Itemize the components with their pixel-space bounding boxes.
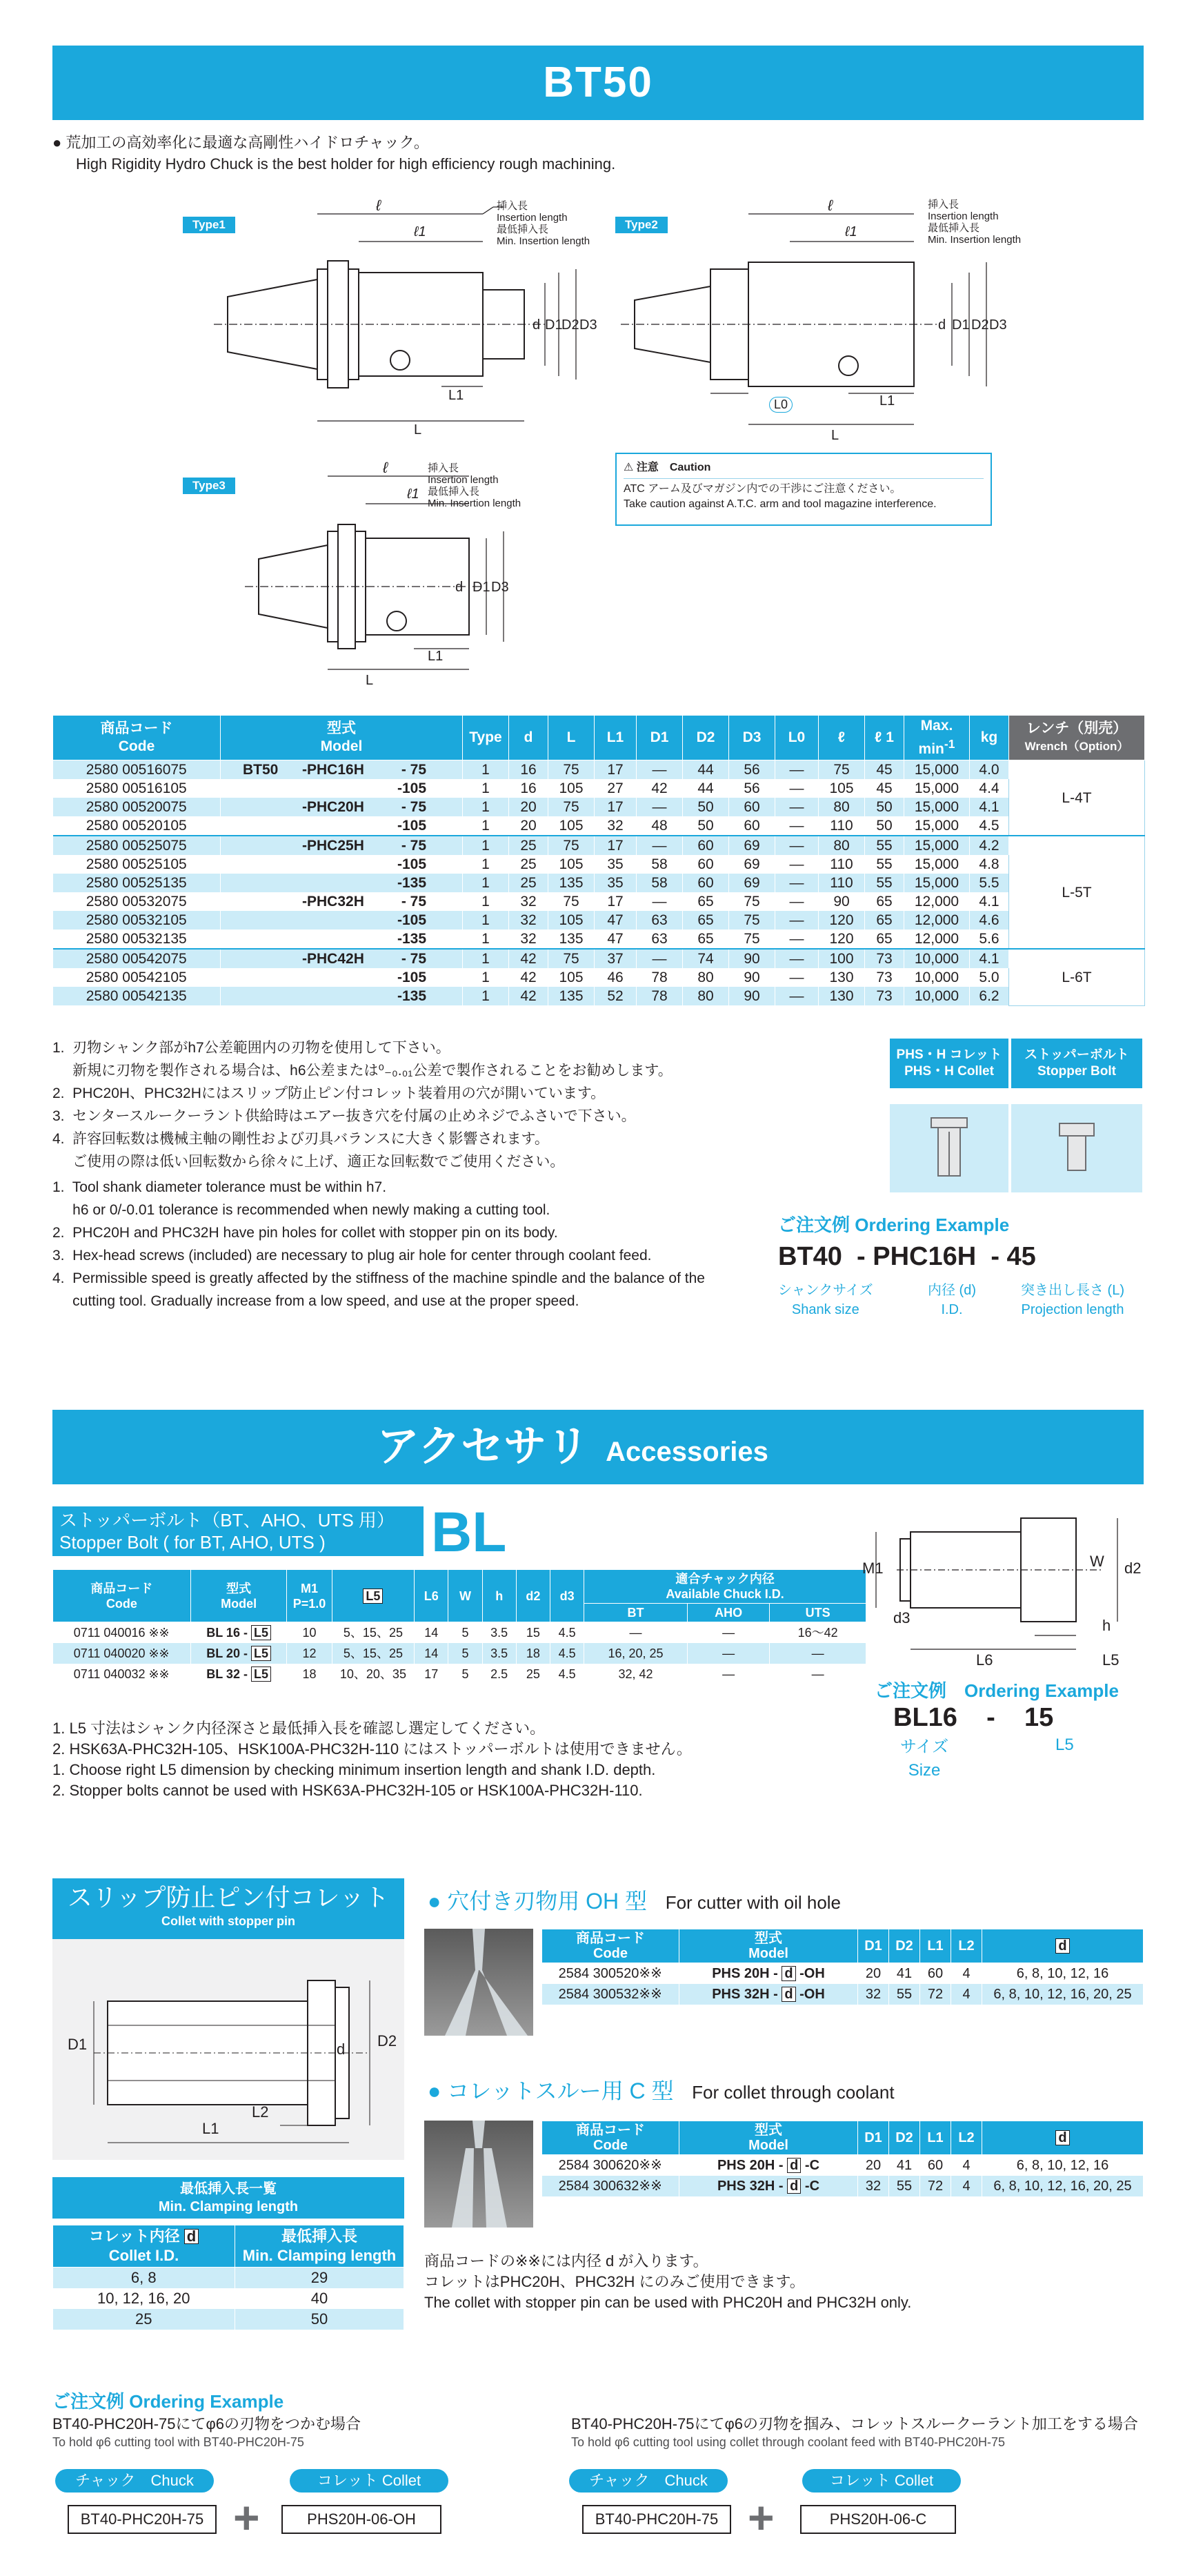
note-en: 4. Permissible speed is greatly affected by the stiffness of the machine spindle and the balance of the: [52, 1270, 705, 1286]
table-row: 2580 00520105 -105 1 20 105 32 48 50 60 — 110 50 15,000 4.5: [53, 816, 1145, 836]
label-l1-1: ℓ1: [414, 224, 426, 239]
ordering1-l3: 突き出し長さ (L) Projection length: [1021, 1283, 1124, 1317]
label-L-2: L: [831, 428, 839, 443]
table-row: 2580 00532135 -135 1 32 135 47 63 65 75 — 120 65 12,000 5.6: [53, 930, 1145, 949]
warning-icon: ⚠: [624, 462, 634, 473]
label-l-2: ℓ: [828, 197, 833, 214]
clamp-table: コレット内径 d Collet I.D. 最低挿入長 Min. Clamping length 6, 8 29 10, 12, 16, 20 40 25 50: [52, 2225, 404, 2330]
collet-dim-d: d: [337, 2041, 346, 2058]
note-jp: 1. 刃物シャンク部がh7公差範囲内の刃物を使用して下さい。: [52, 1040, 450, 1056]
stopper-title: ストッパーボルト（BT、AHO、UTS 用） Stopper Bolt ( for BT, AHO, UTS ): [52, 1506, 424, 1556]
label-l-3: ℓ: [383, 459, 388, 476]
dim-d2: d2: [1124, 1560, 1142, 1577]
ins-label-2: 挿入長 Insertion length 最低挿入長 Min. Insertion length: [928, 199, 1022, 246]
c-title: ● コレットスルー用 C 型 For collet through coolant: [428, 2078, 895, 2103]
dim-L5: L5: [1102, 1651, 1120, 1669]
label-l1-2: ℓ1: [845, 224, 857, 239]
label-D1-1: D1: [545, 317, 563, 333]
note-jp: 4. 許容回転数は機械主軸の剛性および刃具バランスに大きく影響されます。: [52, 1131, 549, 1147]
ordering-bl-l1: サイズ Size: [900, 1738, 949, 1780]
note-en: cutting tool. Gradually increase from a low speed, and use at the proper speed.: [52, 1293, 579, 1309]
c-table: 商品コード Code 型式 Model D1 D2 L1 L2 d 2584 300620※※ PHS 20H - d -C 20 41 60 4 6, 8, 10, 12, 16 2584 300632※※ PHS 32H - d -C 32 55 72 4 6, 8, 10, 12, 16, 20, 25: [541, 2121, 1144, 2196]
right-chuck-value: BT40-PHC20H-75: [582, 2505, 731, 2534]
table-row: 2580 00516075 BT50 -PHC16H - 75 1 16 75 17 — 44 56 — 75 45 15,000 4.0 L-4T: [53, 760, 1145, 780]
table-row: 0711 040016 ※※ BL 16 - L5 10 5、15、25 14 5 3.5 15 4.5 — — 16～42: [53, 1622, 866, 1644]
note-en: 2. PHC20H and PHC32H have pin holes for collet with stopper pin on its body.: [52, 1225, 558, 1241]
c-image: [424, 2121, 533, 2228]
right-chuck-pill: チャック Chuck: [569, 2469, 728, 2493]
left-plus-icon: +: [233, 2492, 260, 2543]
note-jp: 3. センタースルークーラント供給時はエアー抜き穴を付属の止めネジでふさいで下さい。: [52, 1108, 636, 1124]
ordering1-title: ご注文例 Ordering Example: [778, 1215, 1010, 1235]
spec-table: 商品コード Code 型式 Model Type d L L1 D1 D2 D3 L0 ℓ ℓ 1 Max. $\min^{-1}$ kg レンチ（別売） Wrench（Option） 2580 00516075 BT50 -PHC16H - 75 1 16 75 17 — 44 56 — 75 45 15,000 4.0 L-4T 2580 00516105 -105 1 16 105 27 42 44 56 — 105 45 15,000 4.4 2580 00520075 -PHC20H - 75 1 20 75 17 — 50 60 — 80 50 15,000 4.1 2580 00520105 -105 1 20 105 32 48 50 60 — 110 50 15,000 4.5 2580 00525075 -PHC25H - 75 1 25 75 17 — 60 69 — 80 55 15,000 4.2 L-5T 2580 00525105 -105 1 25 105 35 58 60 69 — 110 55 15,000 4.8 2580 00525135 -135 1 25 135 35 58 60 69 — 110 55 15,000 5.5 2580 00532075 -PHC32H - 75 1 32 75 17 — 65 75 — 90 65 12,000 4.1 2580 00532105 -105 1 32 105 47 63 65 75 — 120 65 12,000 4.6 2580 00532135 -135 1 32 135 47 63 65 75 — 120 65 12,000 5.6 2580 00542075 -PHC42H - 75 1 42 75 37 — 74 90 — 100 73 10,000 4.1 L-6T 2580 00542105 -105 1 42 105 46 78 80 90 — 130 73 10,000 5.0 2580 00542135 -135 1 42 135 52 78 80 90 — 130 73 10,000 6.2: [52, 715, 1145, 1006]
table-row: 2580 00516105 -105 1 16 105 27 42 44 56 — 105 45 15,000 4.4: [53, 779, 1145, 798]
note-en: 3. Hex-head screws (included) are necessary to plug air hole for center through coolant feed.: [52, 1248, 652, 1264]
label-d-1: d: [533, 317, 541, 333]
oh-image: [424, 1929, 533, 2036]
table-row: 0711 040032 ※※ BL 32 - L5 18 10、20、35 17 5 2.5 25 4.5 32, 42 — —: [53, 1664, 866, 1684]
type1-tag: Type1: [183, 217, 235, 233]
ordering-bl-code: BL16 - 15: [893, 1703, 1054, 1732]
left-collet-pill: コレット Collet: [290, 2469, 448, 2493]
label-L1-2: L1: [879, 393, 895, 409]
table-row: 25 50: [53, 2309, 404, 2330]
table-row: 2580 00532075 -PHC32H - 75 1 32 75 17 — 65 75 — 90 65 12,000 4.1: [53, 892, 1145, 911]
label-l1-3: ℓ1: [407, 486, 419, 502]
right-collet-value: PHS20H-06-C: [800, 2505, 956, 2534]
type3-tag: Type3: [183, 478, 235, 494]
clamp-title: 最低挿入長一覧 Min. Clamping length: [52, 2177, 404, 2219]
right-collet-pill: コレット Collet: [802, 2469, 961, 2493]
notes: [52, 1036, 880, 1312]
left-chuck-value: BT40-PHC20H-75: [68, 2505, 217, 2534]
right-plus-icon: +: [748, 2492, 775, 2543]
ins-label-3: 挿入長 Insertion length 最低挿入長 Min. Insertion length: [428, 462, 521, 509]
collet-dim-D2: D2: [377, 2032, 397, 2049]
note-en: 1. Tool shank diameter tolerance must be within h7.: [52, 1179, 387, 1195]
table-row: 2584 300632※※ PHS 32H - d -C 32 55 72 4 6, 8, 10, 12, 16, 20, 25: [542, 2176, 1144, 2196]
label-D1-3: D1: [472, 580, 490, 595]
ordering1-l1: シャンクサイズ Shank size: [778, 1283, 873, 1317]
oh-table: 商品コード Code 型式 Model D1 D2 L1 L2 d 2584 300520※※ PHS 20H - d -OH 20 41 60 4 6, 8, 10, 12, 16 2584 300532※※ PHS 32H - d -OH 32 55 72 4 6, 8, 10, 12, 16, 20, 25: [541, 1929, 1144, 2005]
table-row: 2580 00520075 -PHC20H - 75 1 20 75 17 — 50 60 — 80 50 15,000 4.1: [53, 798, 1145, 816]
label-D2-2: D2: [971, 317, 989, 333]
label-L-3: L: [366, 673, 374, 688]
stopper-big: BL: [431, 1501, 507, 1564]
table-row: 2580 00525105 -105 1 25 105 35 58 60 69 — 110 55 15,000 4.8: [53, 855, 1145, 874]
wrench-cell: L-5T: [1009, 836, 1145, 949]
dim-W: W: [1090, 1553, 1104, 1570]
stopper-table: 商品コード Code 型式 Model M1 P=1.0 L5 L6 W h d2 d3 適合チャック内径 Available Chuck I.D. BT AHO UTS 0711 040016 ※※ BL 16 - L5 10 5、15、25 14 5 3.5 15 4.5 — — 16～42 0711 040020 ※※ BL 20 - L5 12 5、15、25 14 5 3.5 18 4.5 16, 20, 25 — — 0711 040032 ※※ BL 32 - L5 18 10、20、35 17 5 2.5 25 4.5 32, 42 — —: [52, 1569, 866, 1684]
collet-dim-L2: L2: [252, 2103, 269, 2121]
tab-stopper[interactable]: ストッパーボルト Stopper Bolt: [1011, 1039, 1142, 1088]
ins-label-1: 挿入長 Insertion length 最低挿入長 Min. Insertion length: [497, 200, 590, 247]
collet-drawing-area: [52, 1939, 404, 2160]
tab-collet[interactable]: PHS・H コレット PHS・H Collet: [890, 1039, 1008, 1088]
ordering2-left-text: BT40-PHC20H-75にてφ6の刃物をつかむ場合 To hold φ6 cutting tool with BT40-PHC20H-75: [52, 2415, 361, 2449]
label-D2-1: D2: [561, 317, 579, 333]
accessories-banner: アクセサリ Accessories: [52, 1410, 1144, 1484]
left-collet-value: PHS20H-06-OH: [281, 2505, 441, 2534]
label-D1-2: D1: [952, 317, 970, 333]
note-en: h6 or 0/-0.01 tolerance is recommended when newly making a cutting tool.: [52, 1202, 550, 1218]
table-row: 2580 00542105 -105 1 42 105 46 78 80 90 — 130 73 10,000 5.0: [53, 968, 1145, 987]
stopper-image: [1011, 1104, 1142, 1192]
collet-dim-D1: D1: [68, 2036, 88, 2053]
ordering2-right-text: BT40-PHC20H-75にてφ6の刃物を掴み、コレットスルークーラント加工をする場合 To hold φ6 cutting tool using collet through coolant feed with BT40-PHC20H-75: [571, 2415, 1138, 2449]
label-D3-1: D3: [579, 317, 597, 333]
table-row: 2580 00542075 -PHC42H - 75 1 42 75 37 — 74 90 — 100 73 10,000 4.1 L-6T: [53, 949, 1145, 968]
dim-d3: d3: [893, 1609, 911, 1626]
label-D3-3: D3: [491, 580, 509, 595]
note-jp: 2. PHC20H、PHC32Hにはスリップ防止ピン付コレット装着用の穴が開いています。: [52, 1085, 606, 1101]
wrench-cell: L-6T: [1009, 949, 1145, 1005]
collet-image: [890, 1104, 1008, 1192]
wrench-cell: L-4T: [1009, 760, 1145, 836]
type2-tag: Type2: [615, 217, 668, 233]
table-row: 2580 00532105 -105 1 32 105 47 63 65 75 — 120 65 12,000 4.6: [53, 911, 1145, 930]
intro-jp: ● 荒加工の高効率化に最適な高剛性ハイドロチャック。: [52, 134, 429, 151]
intro-en: High Rigidity Hydro Chuck is the best holder for high efficiency rough machining.: [76, 155, 616, 173]
note-jp: ご使用の際は低い回転数から徐々に上げ、適正な回転数でご使用ください。: [52, 1154, 565, 1170]
stopper-notes: 1. L5 寸法はシャンク内径深さと最低挿入長を確認し選定してください。 2. HSK63A-PHC32H-105、HSK100A-PHC32H-110 にはストッパーボルトは使用できません。 1. Choose right L5 dimension by checking minimum insertion length and shank I.D. depth. 2. Stopper bolts cannot be used with HSK63A-PHC32H-105 or HSK100A-PHC32H-110.: [52, 1720, 692, 1799]
label-L1-3: L1: [428, 649, 444, 664]
stopper-bolt-drawing: [855, 1491, 1159, 1670]
label-d-3: d: [455, 580, 464, 595]
label-l-1: ℓ: [376, 197, 381, 214]
dim-L6: L6: [976, 1651, 993, 1669]
chuck-diagrams: [0, 186, 1194, 711]
table-row: 2584 300532※※ PHS 32H - d -OH 32 55 72 4 6, 8, 10, 12, 16, 20, 25: [542, 1984, 1144, 2005]
collet-notes: 商品コードの※※には内径 d が入ります。 コレットはPHC20H、PHC32H にのみご使用できます。 The collet with stopper pin can be used with PHC20H and PHC32H only.: [424, 2252, 912, 2311]
table-row: 2584 300520※※ PHS 20H - d -OH 20 41 60 4 6, 8, 10, 12, 16: [542, 1963, 1144, 1985]
label-D3-2: D3: [989, 317, 1007, 333]
table-row: 6, 8 29: [53, 2268, 404, 2289]
collet-title: スリップ防止ピン付コレット Collet with stopper pin: [52, 1878, 404, 1939]
table-row: 2580 00525075 -PHC25H - 75 1 25 75 17 — 60 69 — 80 55 15,000 4.2 L-5T: [53, 836, 1145, 855]
collet-dim-L1: L1: [202, 2120, 219, 2137]
dim-M1: M1: [862, 1560, 884, 1577]
table-row: 0711 040020 ※※ BL 20 - L5 12 5、15、25 14 5 3.5 18 4.5 16, 20, 25 — —: [53, 1643, 866, 1664]
table-row: 2580 00542135 -135 1 42 135 52 78 80 90 — 130 73 10,000 6.2: [53, 987, 1145, 1005]
label-d-2: d: [938, 317, 946, 333]
ordering-bl-l2: L5: [1055, 1736, 1074, 1754]
dim-h: h: [1102, 1617, 1111, 1634]
ordering-bl-title: ご注文例 Ordering Example: [875, 1680, 1119, 1701]
left-chuck-pill: チャック Chuck: [55, 2469, 214, 2493]
label-L0: L0: [769, 397, 793, 413]
note-jp: 新規に刃物を製作される場合は、h6公差または⁰₋₀.₀₁公差で製作されることをお勧めします。: [52, 1063, 673, 1079]
ordering1-code: BT40 - PHC16H - 45: [778, 1242, 1036, 1271]
page-title: BT50: [52, 46, 1144, 120]
caution-box: ⚠ 注意 Caution ATC アーム及びマガジン内での干渉にご注意ください。 Take caution against A.T.C. arm and tool magazine interference.: [615, 453, 992, 526]
label-L-1: L: [414, 422, 422, 437]
label-L1-1: L1: [448, 388, 464, 403]
table-row: 10, 12, 16, 20 40: [53, 2288, 404, 2309]
ordering2-title: ご注文例 Ordering Example: [52, 2391, 284, 2412]
table-row: 2580 00525135 -135 1 25 135 35 58 60 69 — 110 55 15,000 5.5: [53, 874, 1145, 892]
table-row: 2584 300620※※ PHS 20H - d -C 20 41 60 4 6, 8, 10, 12, 16: [542, 2155, 1144, 2176]
ordering1-l2: 内径 (d) I.D.: [928, 1283, 976, 1317]
oh-title: ● 穴付き刃物用 OH 型 For cutter with oil hole: [428, 1889, 842, 1914]
